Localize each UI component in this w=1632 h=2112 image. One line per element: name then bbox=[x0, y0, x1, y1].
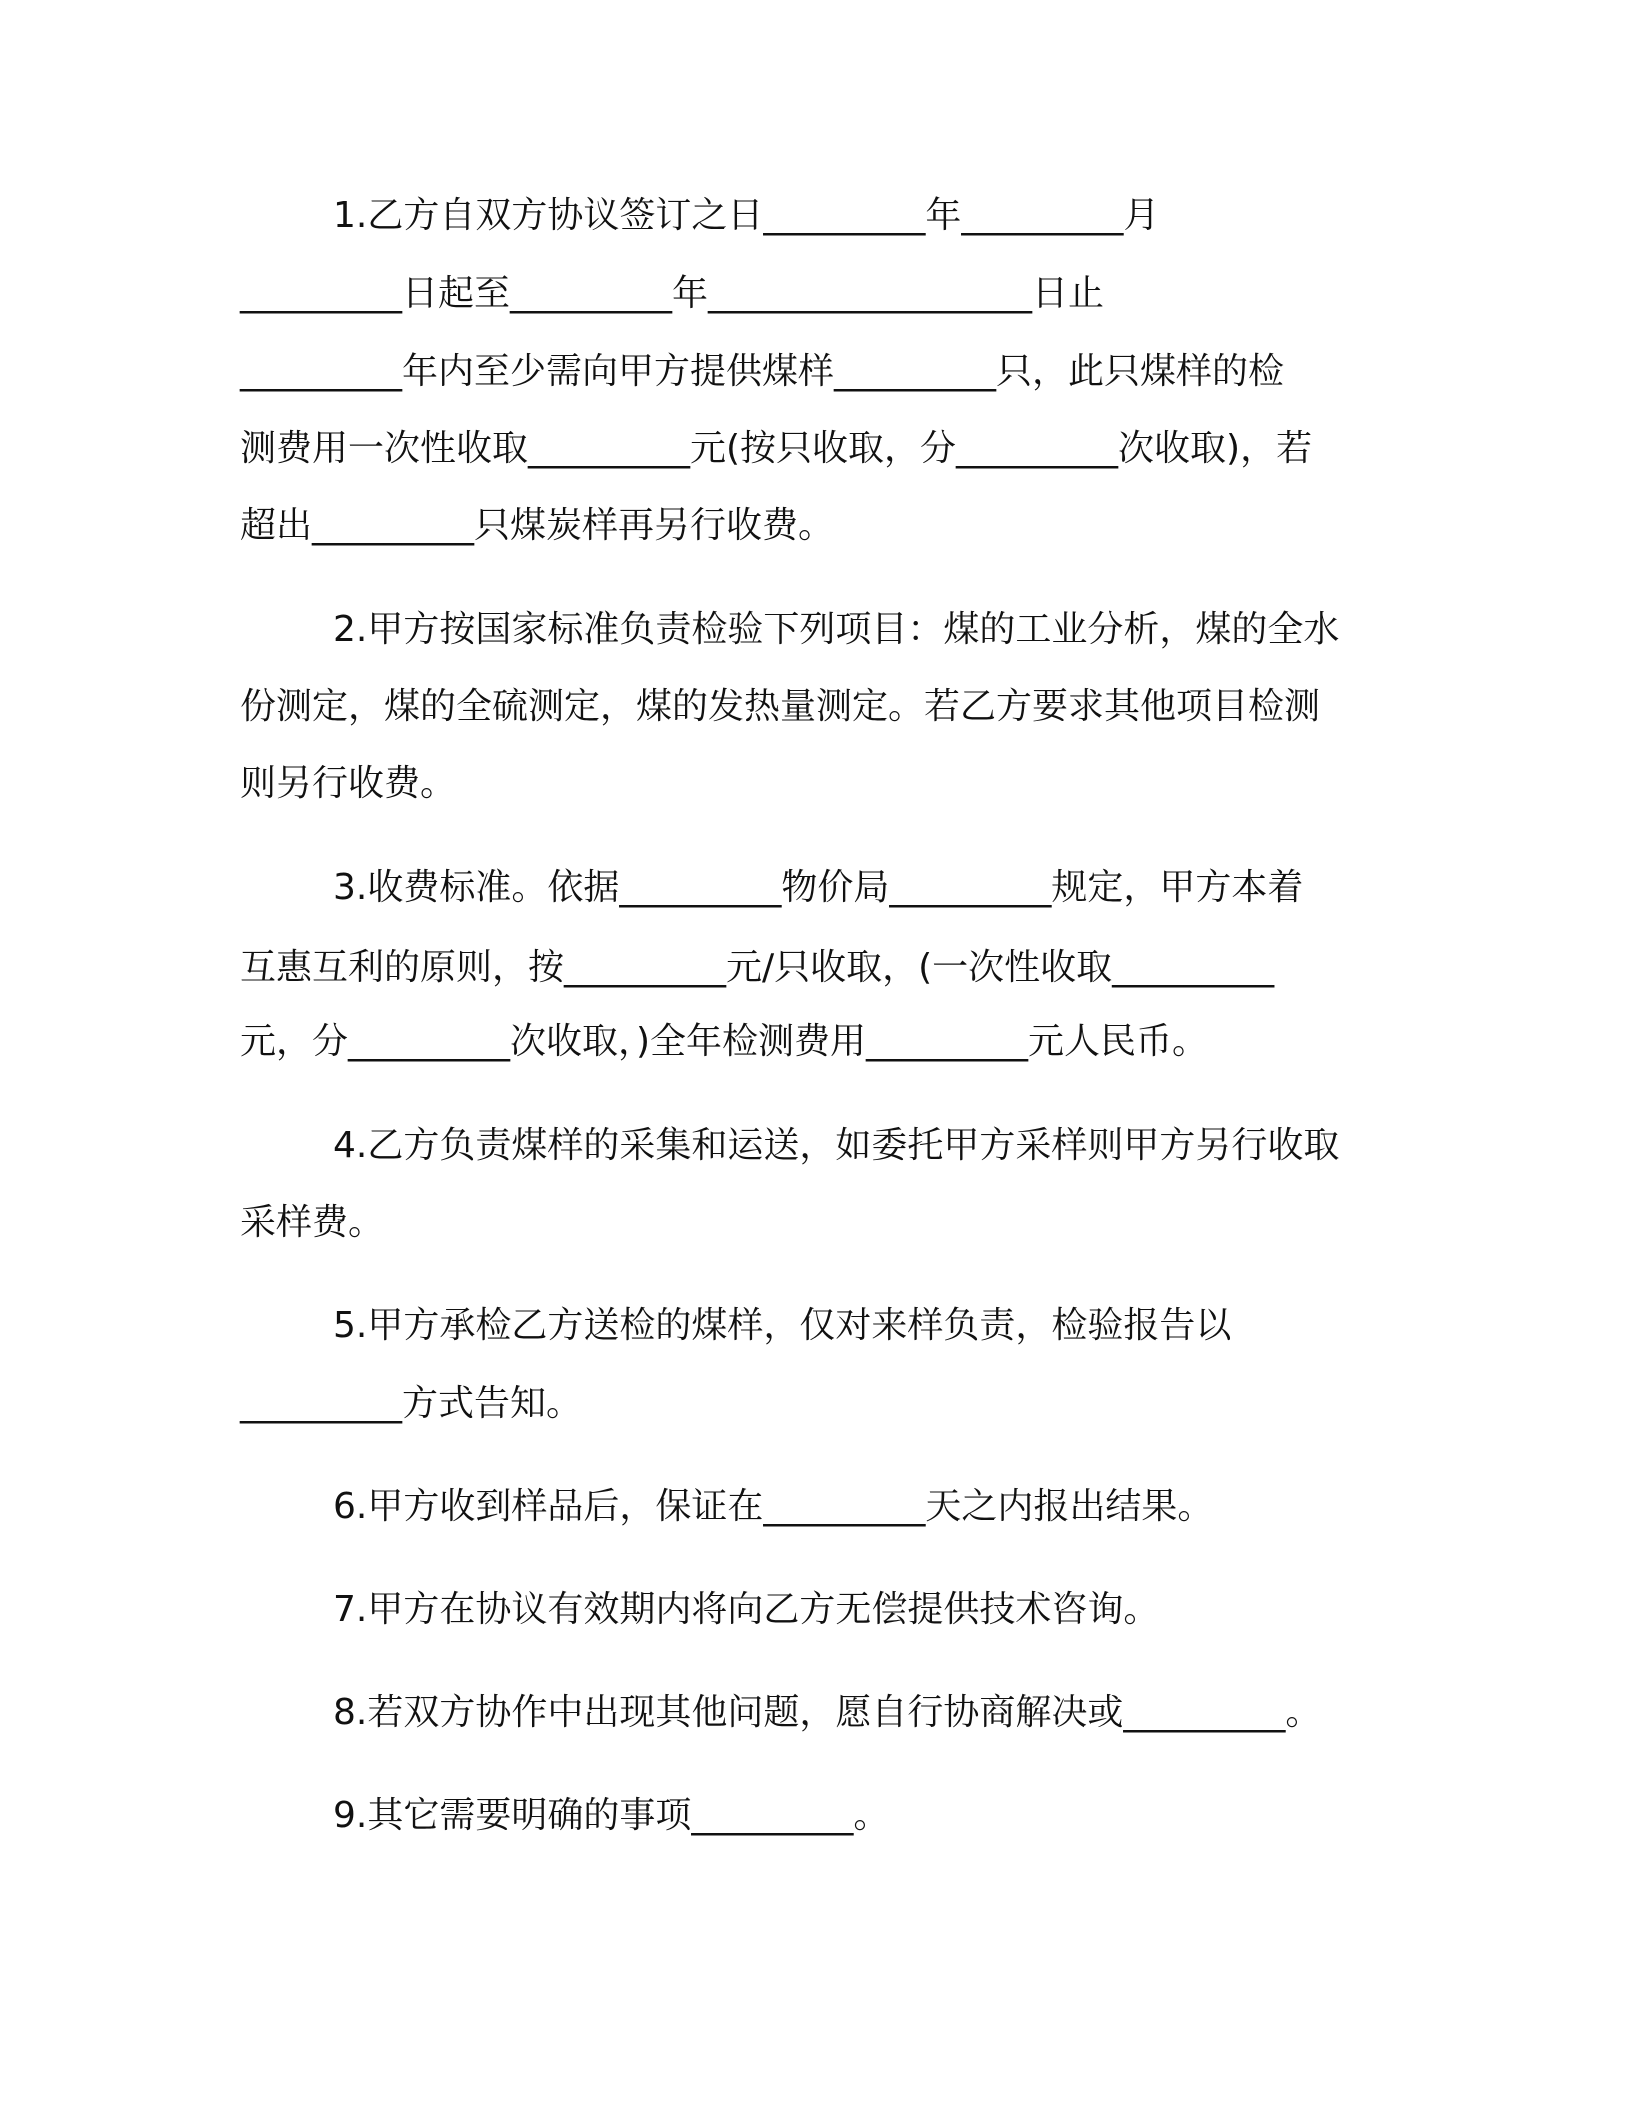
clause-4-line-2: 采样费。 bbox=[240, 1202, 385, 1243]
clause-3-line-1: 3.收费标准。依据_________物价局_________规定，甲方本着 bbox=[333, 867, 1304, 908]
clause-5-line-2: _________方式告知。 bbox=[240, 1383, 583, 1424]
clause-2-line-3: 则另行收费。 bbox=[240, 763, 457, 804]
clause-4-line-1: 4.乙方负责煤样的采集和运送，如委托甲方采样则甲方另行收取 bbox=[333, 1125, 1340, 1166]
clause-2-line-2: 份测定，煤的全硫测定，煤的发热量测定。若乙方要求其他项目检测 bbox=[240, 686, 1321, 727]
clause-9-line-1: 9.其它需要明确的事项_________。 bbox=[333, 1795, 890, 1836]
clause-7-line-1: 7.甲方在协议有效期内将向乙方无偿提供技术咨询。 bbox=[333, 1589, 1160, 1630]
clause-3-line-2: 互惠互利的原则，按_________元/只收取，(一次性收取_________ bbox=[240, 947, 1275, 988]
clause-8-line-1: 8.若双方协作中出现其他问题，愿自行协商解决或_________。 bbox=[333, 1692, 1322, 1733]
clause-1-line-3: _________年内至少需向甲方提供煤样_________只，此只煤样的检 bbox=[240, 351, 1285, 392]
clause-6-line-1: 6.甲方收到样品后，保证在_________天之内报出结果。 bbox=[333, 1486, 1214, 1527]
clause-2-line-1: 2.甲方按国家标准负责检验下列项目：煤的工业分析，煤的全水 bbox=[333, 609, 1340, 650]
clause-5-line-1: 5.甲方承检乙方送检的煤样，仅对来样负责，检验报告以 bbox=[333, 1305, 1232, 1346]
clause-1-line-2: _________日起至_________年__________________日止 bbox=[240, 273, 1105, 314]
clause-1-line-5: 超出_________只煤炭样再另行收费。 bbox=[240, 505, 835, 546]
clause-1-line-4: 测费用一次性收取_________元(按只收取，分_________次收取)，若 bbox=[240, 428, 1313, 469]
clause-3-line-3: 元，分_________次收取，)全年检测费用_________元人民币。 bbox=[240, 1021, 1209, 1062]
clause-1-line-1: 1.乙方自双方协议签订之日_________年_________月 bbox=[333, 195, 1160, 236]
